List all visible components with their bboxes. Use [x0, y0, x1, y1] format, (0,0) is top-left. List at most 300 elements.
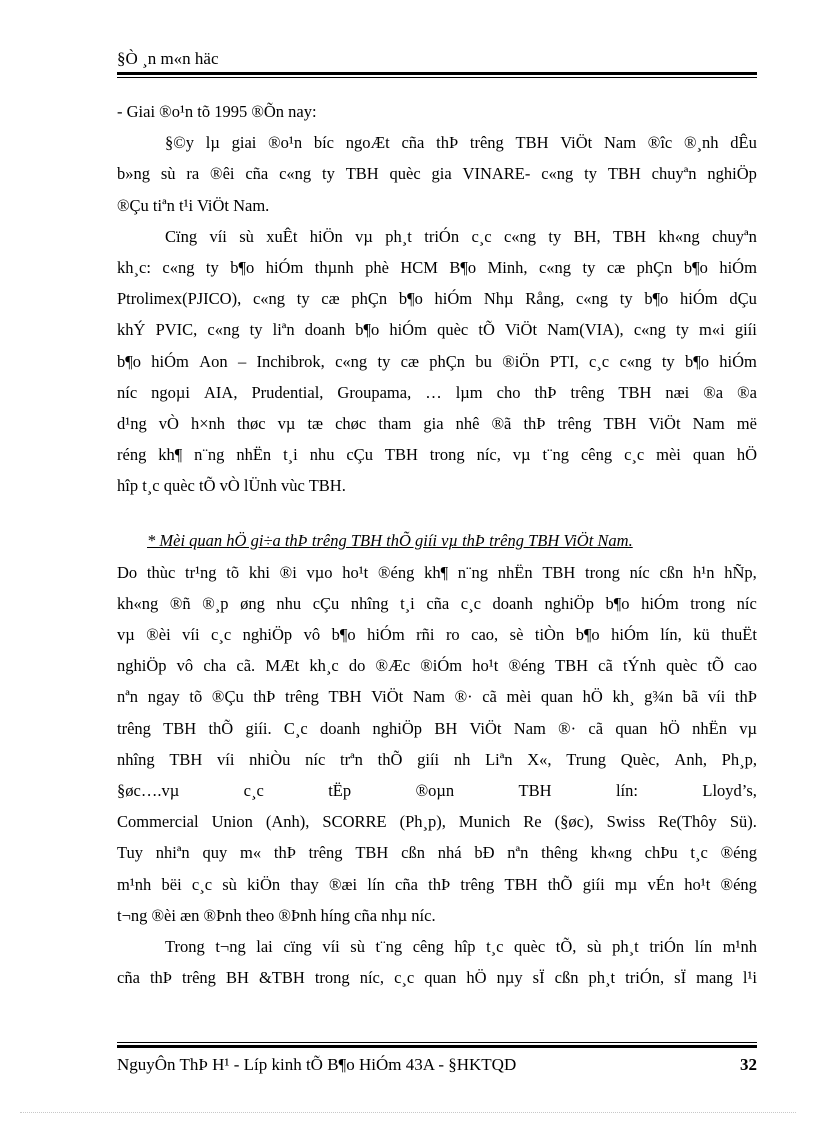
- word: trêng: [469, 133, 504, 153]
- word: c¸c: [394, 968, 415, 988]
- word: ®ã: [491, 413, 512, 433]
- word: næi: [665, 382, 690, 402]
- word: (Ph¸p),: [399, 812, 446, 832]
- word: HCM: [400, 257, 438, 277]
- word: sè: [509, 625, 524, 644]
- word: ty: [296, 289, 310, 309]
- word: lín: [367, 874, 385, 894]
- word: hÖ: [466, 968, 487, 988]
- word: cêng: [580, 445, 613, 465]
- word: Swiss: [606, 812, 646, 832]
- word: ph¸t: [588, 968, 616, 988]
- word: ®a: [737, 382, 757, 402]
- word: vµo: [306, 562, 333, 582]
- word: &TBH: [258, 968, 305, 988]
- word: TBH: [169, 749, 203, 769]
- word: Nam(VIA),: [547, 320, 624, 340]
- word: Aon: [199, 351, 228, 371]
- paragraph-line: [117, 962, 757, 993]
- word: kh¶: [424, 562, 449, 582]
- word: lín: [694, 936, 713, 956]
- paragraph-line: [117, 346, 757, 377]
- word: b¶o: [644, 289, 669, 309]
- word: AIA,: [204, 382, 238, 402]
- word: trêng: [182, 968, 216, 988]
- word: nghiÖp: [372, 718, 423, 738]
- paragraph-line: [117, 713, 757, 744]
- word: ®èi: [146, 625, 171, 644]
- word: vµ: [512, 445, 531, 465]
- word: ®a: [703, 382, 724, 402]
- word: nhá: [437, 843, 462, 863]
- word: thÕ: [208, 718, 234, 738]
- word: më: [736, 413, 757, 433]
- word: ViÖt: [469, 718, 502, 738]
- word: t¸c: [690, 843, 708, 863]
- word: thêng: [541, 843, 578, 863]
- word: c¸c: [471, 226, 492, 246]
- word: sù: [586, 936, 602, 956]
- word: c«ng: [633, 320, 666, 340]
- word: thµnh: [314, 257, 354, 277]
- word: hiÓm: [611, 625, 649, 644]
- word: doanh: [492, 593, 533, 613]
- word: cßn: [659, 562, 684, 582]
- word: ra: [186, 164, 200, 184]
- word: VINARE-: [462, 164, 531, 184]
- word: (Anh),: [265, 812, 310, 832]
- word: vÉn: [647, 874, 675, 894]
- word: m¹nh: [722, 936, 757, 956]
- word: c«ng: [162, 257, 195, 277]
- word: c¸c: [624, 445, 645, 465]
- word: b¶o: [117, 351, 141, 371]
- word: níc,: [359, 968, 385, 988]
- word: sÏ: [674, 968, 687, 988]
- word: cæ: [606, 257, 626, 277]
- word: tõ: [189, 687, 203, 707]
- word: cña: [426, 593, 450, 613]
- word: lµm: [455, 382, 483, 402]
- word: ty: [322, 164, 335, 184]
- word: Nam: [513, 718, 546, 738]
- word: TBH: [613, 226, 646, 246]
- word: ViÖt: [560, 133, 593, 153]
- word: khÝ: [117, 320, 146, 340]
- word: mµ: [614, 874, 638, 894]
- word: ty: [582, 257, 596, 277]
- word: bíc: [313, 133, 334, 153]
- word: triÓn: [424, 226, 460, 246]
- word: nhËn: [236, 445, 272, 465]
- word: ty: [584, 164, 597, 184]
- paragraph-line: [117, 806, 757, 837]
- word: nghiÖp: [242, 625, 293, 644]
- word: víi: [182, 625, 200, 644]
- word: quan: [615, 718, 648, 738]
- word: ro: [445, 625, 460, 644]
- word: §øc….vµ: [117, 780, 180, 800]
- word: sù: [222, 874, 237, 894]
- word: Re(Thôy: [658, 812, 717, 832]
- paragraph-line: [117, 557, 757, 588]
- word: triÓn: [649, 936, 685, 956]
- word: giíi.: [245, 718, 272, 738]
- word: c¸c: [588, 351, 610, 371]
- word: hiÓm: [434, 289, 473, 309]
- word: trêng: [308, 843, 343, 863]
- word: ty: [377, 351, 391, 371]
- word: c«ng: [575, 289, 609, 309]
- word: b¶o: [355, 320, 380, 340]
- word: BH,: [573, 226, 601, 246]
- word: Tuy: [117, 843, 143, 863]
- word: cÇu: [312, 593, 340, 613]
- word: xuÊt: [266, 226, 298, 246]
- word: ®îc: [647, 133, 673, 153]
- word: triÓn,: [625, 968, 665, 988]
- word: vµ: [117, 625, 135, 644]
- word: trêng: [460, 874, 495, 894]
- word: d¹ng: [117, 413, 147, 433]
- word: kh«ng: [117, 593, 159, 613]
- word: ®éng: [508, 656, 545, 676]
- word: TBH: [518, 780, 552, 800]
- word: cã: [482, 687, 497, 707]
- word: trong: [585, 562, 620, 582]
- word: tÕ: [478, 320, 495, 340]
- word: chøc: [335, 413, 367, 433]
- word: ®éng: [720, 874, 757, 894]
- word: mèi: [656, 445, 681, 465]
- document-body: [117, 96, 757, 993]
- word: níc,: [476, 445, 501, 465]
- word: níc: [736, 593, 757, 613]
- word: víi: [217, 749, 235, 769]
- word: c¸c: [243, 780, 264, 800]
- word: TBH: [163, 718, 197, 738]
- word: t¬ng: [215, 936, 246, 956]
- word: kh«ng: [590, 843, 632, 863]
- word: nhËn: [692, 718, 727, 738]
- paragraph-line: ®Çu tiªn t¹i ViÖt Nam.: [117, 195, 270, 215]
- word: thÞ: [534, 382, 557, 402]
- word: mèi: [506, 687, 532, 707]
- word: ®·: [558, 718, 577, 738]
- word: bu: [475, 351, 492, 371]
- word: vô: [176, 656, 194, 676]
- word: bëi: [161, 874, 182, 894]
- paragraph-line: [117, 619, 757, 650]
- word: Nam: [692, 413, 725, 433]
- word: nhiªn: [155, 843, 190, 863]
- word: sù: [239, 226, 254, 246]
- word: b¶o: [685, 351, 709, 371]
- word: ph¸t: [612, 936, 639, 956]
- word: h¹n: [693, 562, 715, 582]
- word: lín,: [660, 625, 682, 644]
- word: cßn: [401, 843, 425, 863]
- paragraph-line: [117, 377, 757, 408]
- word: thÞ: [428, 874, 451, 894]
- word: PVIC,: [155, 320, 198, 340]
- paragraph-line: [117, 775, 757, 806]
- word: chuyªn: [651, 164, 697, 184]
- word: PTI,: [549, 351, 579, 371]
- word: khi: [248, 562, 270, 582]
- word: hiÓm: [265, 257, 304, 277]
- word: ho¹t: [684, 874, 711, 894]
- word: cao: [734, 656, 757, 676]
- word: ngoÆt: [345, 133, 390, 153]
- word: quèc: [666, 656, 698, 676]
- paragraph-line: hîp t¸c quèc tÕ vÒ lÜnh vùc TBH.: [117, 476, 346, 496]
- word: Cïng: [165, 226, 198, 246]
- word: cña: [245, 164, 269, 184]
- word: trêng: [557, 413, 592, 433]
- word: TBH: [542, 562, 576, 582]
- word: thay: [290, 874, 319, 894]
- word: chÞu: [644, 843, 678, 863]
- word: cã.: [236, 656, 256, 676]
- word: phè: [365, 257, 389, 277]
- word: TBH: [554, 656, 588, 676]
- word: c«ng: [538, 257, 572, 277]
- word: cïng: [283, 936, 312, 956]
- word: …: [425, 382, 442, 402]
- word: cÇu: [346, 445, 373, 465]
- word: TBH: [607, 164, 641, 184]
- word: Commercial: [117, 812, 199, 832]
- paragraph-line: [117, 408, 757, 439]
- word: dÇu: [729, 289, 757, 309]
- word: ph¸t: [385, 226, 412, 246]
- word: ho¹t: [342, 562, 369, 582]
- word: dÊu: [730, 133, 757, 153]
- word: trong: [690, 593, 726, 613]
- word: t¸i: [283, 445, 298, 465]
- word: cã: [588, 718, 604, 738]
- word: tËp: [328, 780, 352, 800]
- word: bã: [682, 687, 699, 707]
- word: trong: [314, 968, 350, 988]
- word: ®¸nh: [683, 133, 719, 153]
- paragraph-line: [117, 650, 757, 681]
- word: phÇn: [351, 289, 388, 309]
- word: b¶o: [683, 257, 708, 277]
- word: hiÓm: [389, 320, 427, 340]
- word: nªn: [117, 687, 139, 707]
- word: Nam: [412, 687, 445, 707]
- word: thÞ: [273, 843, 296, 863]
- word: lai: [256, 936, 273, 956]
- word: ®i: [279, 562, 297, 582]
- word: cêng: [412, 936, 444, 956]
- word: ®êi: [210, 164, 235, 184]
- word: Sü).: [729, 812, 757, 832]
- word: TBH: [504, 874, 538, 894]
- word: bÐ: [474, 843, 495, 863]
- word: SCORRE: [322, 812, 387, 832]
- word: ®æi: [329, 874, 358, 894]
- word: cña: [401, 133, 425, 153]
- word: quan: [424, 968, 457, 988]
- word: quèc: [437, 320, 469, 340]
- word: thÞ: [149, 968, 172, 988]
- word: c¸c: [211, 625, 232, 644]
- word: giai: [231, 133, 257, 153]
- word: tõ: [226, 562, 240, 582]
- word: thÕ: [377, 749, 403, 769]
- word: vµ: [739, 718, 757, 738]
- word: ®Æc: [375, 656, 411, 676]
- word: ViÖt: [371, 687, 404, 707]
- word: b¶o: [398, 289, 423, 309]
- word: m«i: [699, 320, 725, 340]
- word: thÞ: [253, 687, 276, 707]
- word: ty: [548, 226, 562, 246]
- word: trêng: [570, 382, 605, 402]
- word: giíi: [734, 320, 757, 340]
- word: t¨ng: [375, 936, 403, 956]
- word: C¸c: [283, 718, 308, 738]
- word: kh«ng: [658, 226, 700, 246]
- section-gap: [117, 501, 757, 525]
- word: Quèc,: [620, 749, 660, 769]
- paragraph-line: [117, 869, 757, 900]
- word: nªn: [507, 843, 529, 863]
- paragraph-line: [117, 283, 757, 314]
- word: thùc: [146, 562, 176, 582]
- word: ViÖt: [505, 320, 538, 340]
- word: tæ: [307, 413, 324, 433]
- paragraph-line: [117, 837, 757, 868]
- word: kü: [693, 625, 710, 644]
- word: Ptrolimex(PJICO),: [117, 289, 242, 309]
- word: hÑp,: [724, 562, 757, 582]
- word: c¸c: [460, 593, 481, 613]
- word: hÖ: [582, 687, 603, 707]
- word: Nam: [603, 133, 637, 153]
- word: cao,: [471, 625, 499, 644]
- word: hÖ: [736, 445, 757, 465]
- page-edge-dots: [20, 1112, 796, 1113]
- word: MÆt: [265, 656, 300, 676]
- page-number: 32: [740, 1055, 757, 1074]
- word: hiÓm: [680, 289, 718, 309]
- word: gia: [423, 413, 444, 433]
- word: kh¸: [612, 687, 635, 707]
- word: nhu: [276, 593, 302, 613]
- word: nhê: [455, 413, 480, 433]
- paragraph-line: [117, 931, 757, 962]
- word: lµ: [205, 133, 220, 153]
- word: ®éng: [720, 843, 757, 863]
- word: b¶o: [230, 257, 255, 277]
- word: gia: [431, 164, 452, 184]
- word: kh¸c: [309, 656, 339, 676]
- word: liªn: [272, 320, 295, 340]
- word: níc: [305, 749, 326, 769]
- word: quèc: [514, 936, 546, 956]
- word: hiÖn: [309, 226, 343, 246]
- paragraph-line: [117, 252, 757, 283]
- word: (§øc),: [554, 812, 594, 832]
- word: hÖ: [659, 718, 680, 738]
- word: cha: [203, 656, 227, 676]
- word: nhîng: [117, 749, 155, 769]
- word: ®·: [454, 687, 473, 707]
- word: Inchibrok,: [256, 351, 325, 371]
- word: BH: [225, 968, 249, 988]
- word: Union: [211, 812, 253, 832]
- footer-rule: [117, 1045, 757, 1048]
- word: ty: [249, 320, 263, 340]
- word: B¶o: [449, 257, 477, 277]
- word: nhiÒu: [249, 749, 291, 769]
- word: b¶o: [331, 625, 356, 644]
- word: tÕ,: [555, 936, 577, 956]
- word: phÇn: [636, 257, 673, 277]
- word: ®éng: [377, 562, 415, 582]
- word: ®Çu: [211, 687, 244, 707]
- word: hiÓm: [719, 351, 757, 371]
- word: nhËn: [497, 562, 533, 582]
- word: vÒ: [158, 413, 179, 433]
- word: Rång,: [525, 289, 565, 309]
- word: rñi: [416, 625, 435, 644]
- word: nghiÖp: [117, 656, 167, 676]
- word: c«ng: [503, 226, 537, 246]
- word: hiÓm: [719, 257, 757, 277]
- word: vô: [303, 625, 321, 644]
- word: nµy: [496, 968, 523, 988]
- word: hiÓm: [367, 625, 405, 644]
- paragraph-line: [117, 158, 757, 189]
- word: Liªn: [485, 749, 513, 769]
- word: c«ng: [335, 351, 368, 371]
- word: h×nh: [191, 413, 226, 433]
- word: chuyªn: [711, 226, 757, 246]
- word: ho¹t: [472, 656, 499, 676]
- word: TBH: [515, 133, 549, 153]
- word: b¶o: [605, 593, 630, 613]
- word: hîp: [454, 936, 476, 956]
- word: doanh: [319, 718, 361, 738]
- word: sù: [350, 936, 365, 956]
- word: víi: [209, 226, 227, 246]
- word: quy: [202, 843, 228, 863]
- word: cã: [598, 656, 613, 676]
- word: sÏ: [532, 968, 545, 988]
- word: ®iÓm: [420, 656, 463, 676]
- word: b¶o: [575, 625, 600, 644]
- word: ®oµn: [415, 780, 455, 800]
- section-heading: * Mèi quan hÖ gi÷a thÞ trêng TBH thÕ giíi vµ thÞ trêng TBH ViÖt Nam.: [147, 531, 633, 551]
- paragraph-line: [117, 588, 757, 619]
- word: giíi: [417, 749, 440, 769]
- word: réng: [117, 445, 147, 465]
- header-rule-thin: [117, 77, 757, 78]
- paragraph-line: t¬ng ®èi æn ®Þnh theo ®Þnh híng cña nhµ níc.: [117, 905, 436, 925]
- word: TBH: [328, 687, 362, 707]
- word: Anh,: [674, 749, 707, 769]
- paragraph-line: [117, 681, 757, 712]
- word: nghiÖp: [707, 164, 757, 184]
- word: t¸i: [400, 593, 415, 613]
- word: trong: [429, 445, 465, 465]
- word: Nhµ: [483, 289, 514, 309]
